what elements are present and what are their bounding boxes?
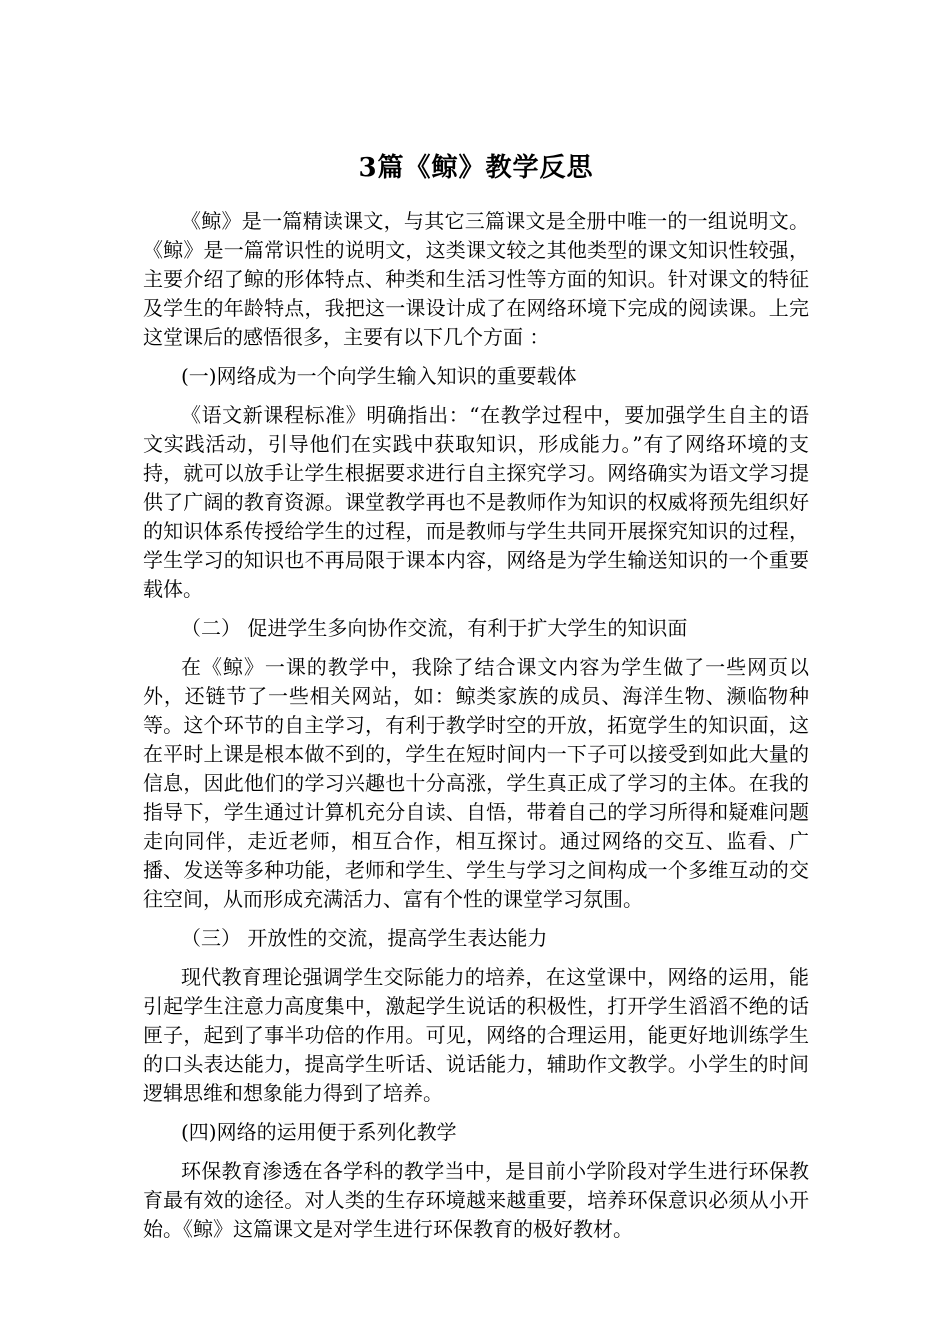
paragraph-section-4: 环保教育渗透在各学科的教学当中，是目前小学阶段对学生进行环保教育最有效的途径。对人类的生存环境越来越重要，培养环保意识必须从小开始。《鲸》这篇课文是对学生进行环保教育的极好教材。 bbox=[143, 1159, 809, 1241]
section-heading-4: (四)网络的运用便于系列化教学 bbox=[181, 1120, 457, 1144]
paragraph-section-2: 在《鲸》一课的教学中，我除了结合课文内容为学生做了一些网页以外，还链节了一些相关网站，如：鲸类家族的成员、海洋生物、濒临物种等。这个环节的自主学习，有利于教学时空的开放，拓宽学生的知识面，这在平时上课是根本做不到的，学生在短时间内一下子可以接受到如此大量的信息，因此他们的学习兴趣也十分高涨，学生真正成了学习的主体。在我的指导下，学生通过计算机充分自读、自悟，带着自己的学习所得和疑难问题走向同伴，走近老师，相互合作，相互探讨。通过网络的交互、监看、广播、发送等多种功能，老师和学生、学生与学习之间构成一个多维互动的交往空间，从而形成充满活力、富有个性的课堂学习氛围。 bbox=[143, 655, 809, 911]
document-body bbox=[143, 207, 809, 1244]
paragraph-intro: 《鲸》是一篇精读课文，与其它三篇课文是全册中唯一的一组说明文。《鲸》是一篇常识性的说明文，这类课文较之其他类型的课文知识性较强，主要介绍了鲸的形体特点、种类和生活习性等方面的知识。针对课文的特征及学生的年龄特点，我把这一课设计成了在网络环境下完成的阅读课。上完这堂课后的感悟很多，主要有以下几个方面 ： bbox=[143, 209, 809, 349]
section-heading-1: (一)网络成为一个向学生输入知识的重要载体 bbox=[181, 364, 577, 388]
section-heading-2: （二） 促进学生多向协作交流，有利于扩大学生的知识面 bbox=[181, 616, 688, 640]
paragraph-section-3: 现代教育理论强调学生交际能力的培养，在这堂课中，网络的运用，能引起学生注意力高度集中，激起学生说话的积极性，打开学生滔滔不绝的话匣子，起到了事半功倍的作用。可见，网络的合理运用，能更好地训练学生的口头表达能力，提高学生听话、说话能力，辅助作文教学。小学生的时间逻辑思维和想象能力得到了培养。 bbox=[143, 965, 809, 1105]
paragraph-section-1: 《语文新课程标准》明确指出：“在教学过程中，要加强学生自主的语文实践活动，引导他们在实践中获取知识，形成能力。”有了网络环境的支持，就可以放手让学生根据要求进行自主探究学习。网络确实为语文学习提供了广阔的教育资源。课堂教学再也不是教师作为知识的权威将预先组织好的知识体系传授给学生的过程，而是教师与学生共同开展探究知识的过程，学生学习的知识也不再局限于课本内容，网络是为学生输送知识的一个重要载体。 bbox=[143, 403, 809, 601]
section-heading-3: （三） 开放性的交流，提高学生表达能力 bbox=[181, 926, 548, 950]
document-title: 3篇《鲸》教学反思 bbox=[358, 153, 594, 183]
